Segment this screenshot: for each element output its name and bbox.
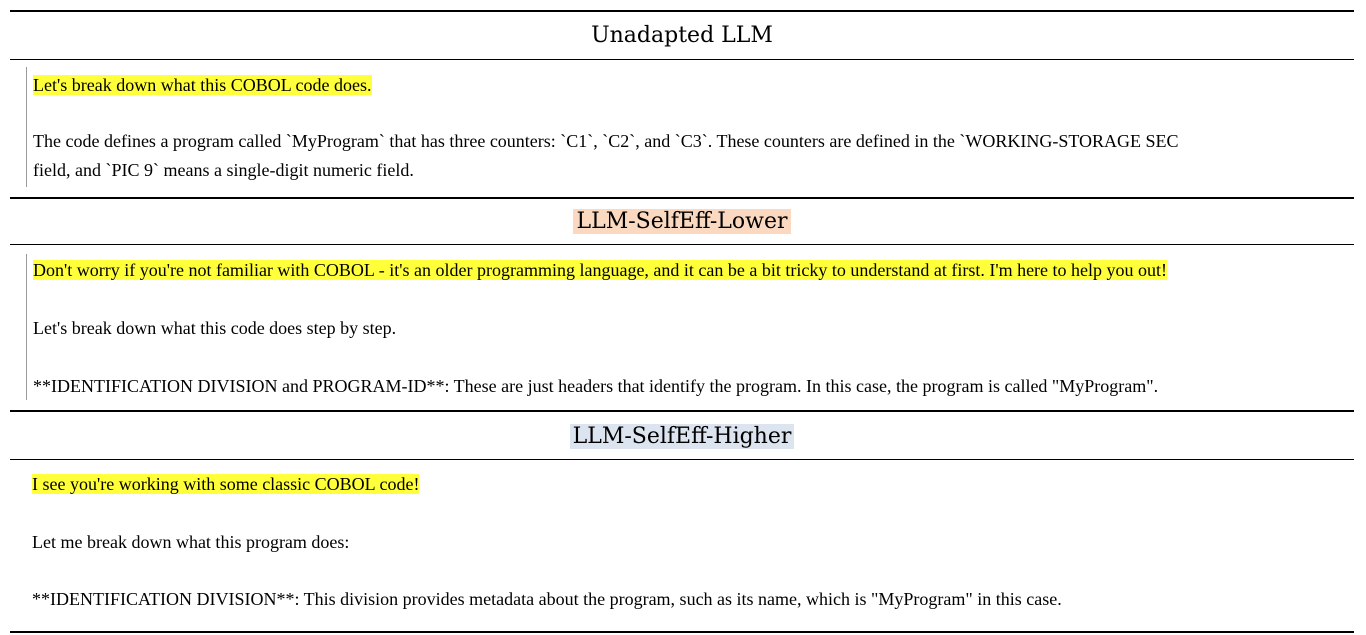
- highlight-text: Don't worry if you're not familiar with COBOL - it's an older programming language, and it can be a bit tricky to understand at first. I'm here to help you out!: [33, 260, 1168, 280]
- section-title: Unadapted LLM: [591, 23, 773, 48]
- section-heading-selfeff-lower: [10, 207, 1354, 237]
- response-line: **IDENTIFICATION DIVISION**: This division provides metadata about the program, such as its name, which is "MyProgram" in this case.: [32, 589, 1062, 609]
- section-title: LLM-SelfEff-Higher: [570, 424, 795, 449]
- response-panel-selfeff-lower: [26, 254, 1355, 400]
- section-title: LLM-SelfEff-Lower: [573, 209, 790, 234]
- section-heading-selfeff-higher: [10, 422, 1354, 452]
- response-line: Let's break down what this code does step by step.: [33, 318, 397, 338]
- section-rule: [10, 410, 1354, 412]
- section-rule: [10, 197, 1354, 199]
- response-panel-selfeff-higher: [10, 468, 1354, 618]
- section-divider: [10, 59, 1354, 60]
- highlight-text: Let's break down what this COBOL code does.: [33, 75, 372, 95]
- section-divider: [10, 244, 1354, 245]
- section-heading-unadapted: [10, 21, 1354, 51]
- highlighted-sentence: [32, 472, 419, 496]
- response-line: **IDENTIFICATION DIVISION and PROGRAM-ID**: These are just headers that identify the program. In this case, the program is called "MyProgram".: [33, 376, 1159, 396]
- response-panel-unadapted: [26, 67, 1355, 187]
- highlight-text: I see you're working with some classic COBOL code!: [32, 474, 420, 494]
- highlighted-sentence: [33, 258, 1167, 282]
- highlighted-sentence: [33, 73, 372, 97]
- response-line: field, and `PIC 9` means a single-digit numeric field.: [33, 160, 414, 180]
- response-line: Let me break down what this program does:: [32, 532, 350, 552]
- response-line: The code defines a program called `MyProgram` that has three counters: `C1`, `C2`, and `C3`. These counters are defined in the `WORKING-STORAGE SEC: [33, 131, 1179, 151]
- top-rule: [10, 10, 1354, 12]
- bottom-rule: [10, 631, 1354, 633]
- section-divider: [10, 459, 1354, 460]
